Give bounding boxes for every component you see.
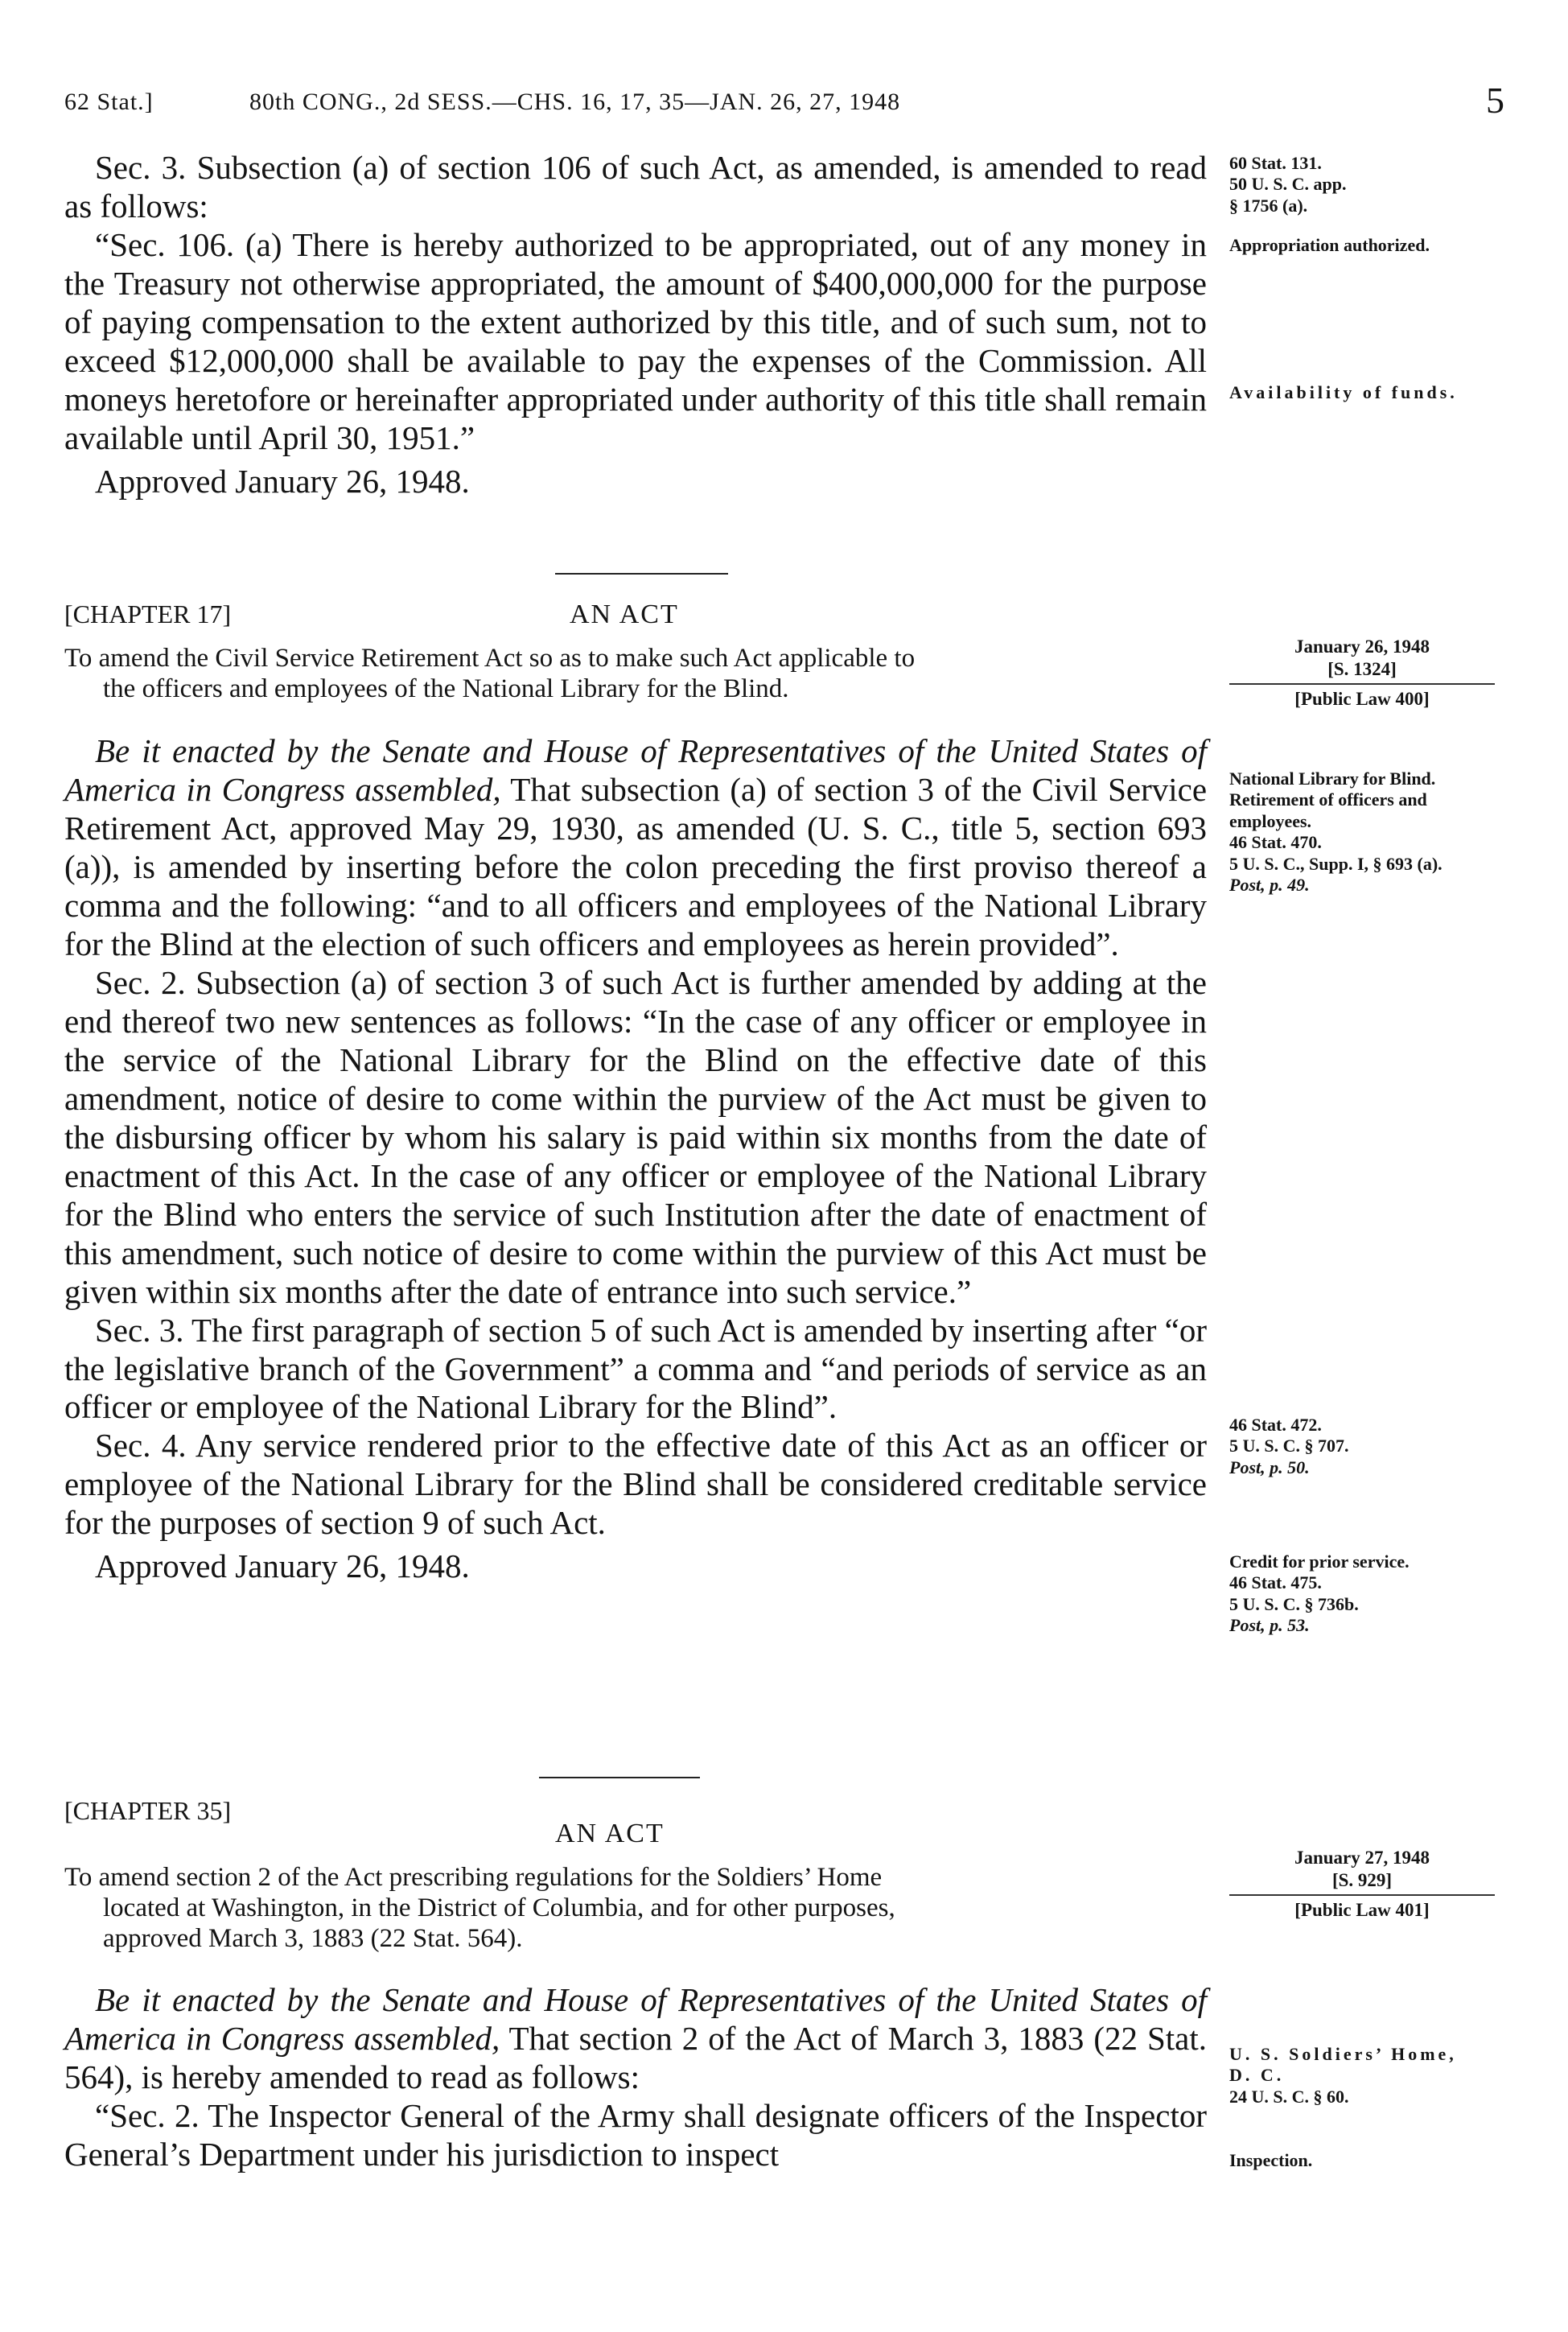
margin-inspection: Inspection. xyxy=(1229,2150,1313,2170)
session-chapters: 80th CONG., 2d SESS.—CHS. 16, 17, 35—JAN. 26, 27, 1948 xyxy=(249,89,901,115)
chapter35-sec2: “Sec. 2. The Inspector General of the Army shall designate officers of the Inspector General’s Department under his jurisdiction to inspect xyxy=(64,2096,1207,2173)
margin-appropriation-authorized: Appropriation authorized. xyxy=(1229,235,1430,255)
margin-national-library: National Library for Blind. Retirement of officers and employees. 46 Stat. 470. 5 U. S. C., Supp. I, § 693 (a). Post, p. 49. xyxy=(1229,768,1442,895)
enacting-clause: Be it enacted by the Senate and House of Representatives of the United States of America in Congress assembled, That subsection (a) of section 3 of the Civil Service Retirement Act, approved May 29, 1930, as amended (U. S. C., title 5, section 693 (a)), is amended by inserting before the colon preceding the first proviso thereof a comma and the following: “and to all officers and employees of the National Library for the Blind at the election of such officers and employees as herein provided”. xyxy=(64,732,1208,962)
public-law-2: [Public Law 401] xyxy=(1229,1894,1495,1922)
enactment-date-2: January 27, 1948 xyxy=(1294,1848,1430,1868)
enacting-clause-2: Be it enacted by the Senate and House of Representatives of the United States of America in Congress assembled, That section 2 of the Act of March 3, 1883 (22 Stat. 564), is hereby amended to read as follows: xyxy=(64,1981,1208,2095)
public-law: [Public Law 400] xyxy=(1229,683,1495,711)
chapter35-label: [CHAPTER 35] xyxy=(64,1796,232,1825)
margin-ref-60stat131: 60 Stat. 131. 50 U. S. C. app. § 1756 (a). xyxy=(1229,153,1347,216)
enactment-date: January 26, 1948 xyxy=(1294,637,1430,657)
margin-sec3-refs: 46 Stat. 472. 5 U. S. C. § 707. Post, p. 50. xyxy=(1229,1415,1349,1477)
divider-rule xyxy=(555,573,728,575)
chapter17-label: [CHAPTER 17] xyxy=(64,599,232,628)
an-act-heading-2: AN ACT xyxy=(555,1819,665,1848)
chapter16-continuation xyxy=(64,149,1207,501)
chapter35-title: To amend section 2 of the Act prescribing regulations for the Soldiers’ Home located at Washington, in the District of Columbia, and for other purposes, approved March 3, 1883 (22 Stat. 564). xyxy=(64,1863,895,1953)
chapter17-sec3: Sec. 3. The first paragraph of section 5 of such Act is amended by inserting after “or the legislative branch of the Government” a comma and “and periods of service as an officer or employee of the National Library for the Blind”. xyxy=(64,1311,1207,1426)
chapter17-body xyxy=(64,732,1207,1586)
page-number: 5 xyxy=(1486,80,1504,121)
chapter17-datebox xyxy=(1229,636,1495,711)
sec106-text: “Sec. 106. (a) There is hereby authorized to be appropriated, out of any money in the Treasury not otherwise appropriated, the amount of $400,000,000 for the purpose of paying compensation to the extent authorized by this title, and of such sum, not to exceed $12,000,000 shall be available to pay the expenses of the Commission. All moneys heretofore or hereinafter appropriated under authority of this title shall remain available until April 30, 1951.” xyxy=(64,225,1207,456)
an-act-heading: AN ACT xyxy=(570,599,679,629)
approved-ch16: Approved January 26, 1948. xyxy=(95,462,470,500)
senate-bill-2: [S. 929] xyxy=(1331,1869,1393,1890)
margin-soldiers-home: U. S. Soldiers’ Home, D. C. 24 U. S. C. § 60. xyxy=(1229,2044,1457,2107)
chapter35-body xyxy=(64,1981,1207,2174)
chapter17-sec2: Sec. 2. Subsection (a) of section 3 of such Act is further amended by adding at the end thereof two new sentences as follows: “In the case of any officer or employee in the service of the National Library for the Blind on the effective date of this amendment, notice of desire to come within the purview of the Act must be given to the disbursing officer by whom his salary is paid within six months from the date of enactment of this Act. In the case of any officer or employee of the National Library for the Blind who enters the service of such Institution after the date of enactment of this amendment, such notice of desire to come within the purview of this Act must be given within six months after the date of entrance into such service.” xyxy=(64,963,1207,1310)
chapter17-sec4: Sec. 4. Any service rendered prior to the effective date of this Act as an officer or employee of the National Library for the Blind shall be considered creditable service for the purposes of section 9 of such Act. xyxy=(64,1427,1207,1542)
approved-ch17: Approved January 26, 1948. xyxy=(95,1547,470,1585)
running-header xyxy=(64,79,1504,127)
margin-prior-service: Credit for prior service. 46 Stat. 475. 5 U. S. C. § 736b. Post, p. 53. xyxy=(1229,1551,1410,1636)
divider-rule-2 xyxy=(539,1777,700,1778)
sec3-intro: Sec. 3. Subsection (a) of section 106 of such Act, as amended, is amended to read as follows: xyxy=(64,149,1207,225)
senate-bill: [S. 1324] xyxy=(1327,658,1397,679)
chapter17-title: To amend the Civil Service Retirement Act so as to make such Act applicable to the officers and employees of the National Library for the Blind. xyxy=(64,644,916,703)
volume-reference: 62 Stat.] xyxy=(64,89,154,115)
chapter35-datebox xyxy=(1229,1847,1495,1922)
margin-availability-funds: Availability of funds. xyxy=(1229,382,1458,402)
